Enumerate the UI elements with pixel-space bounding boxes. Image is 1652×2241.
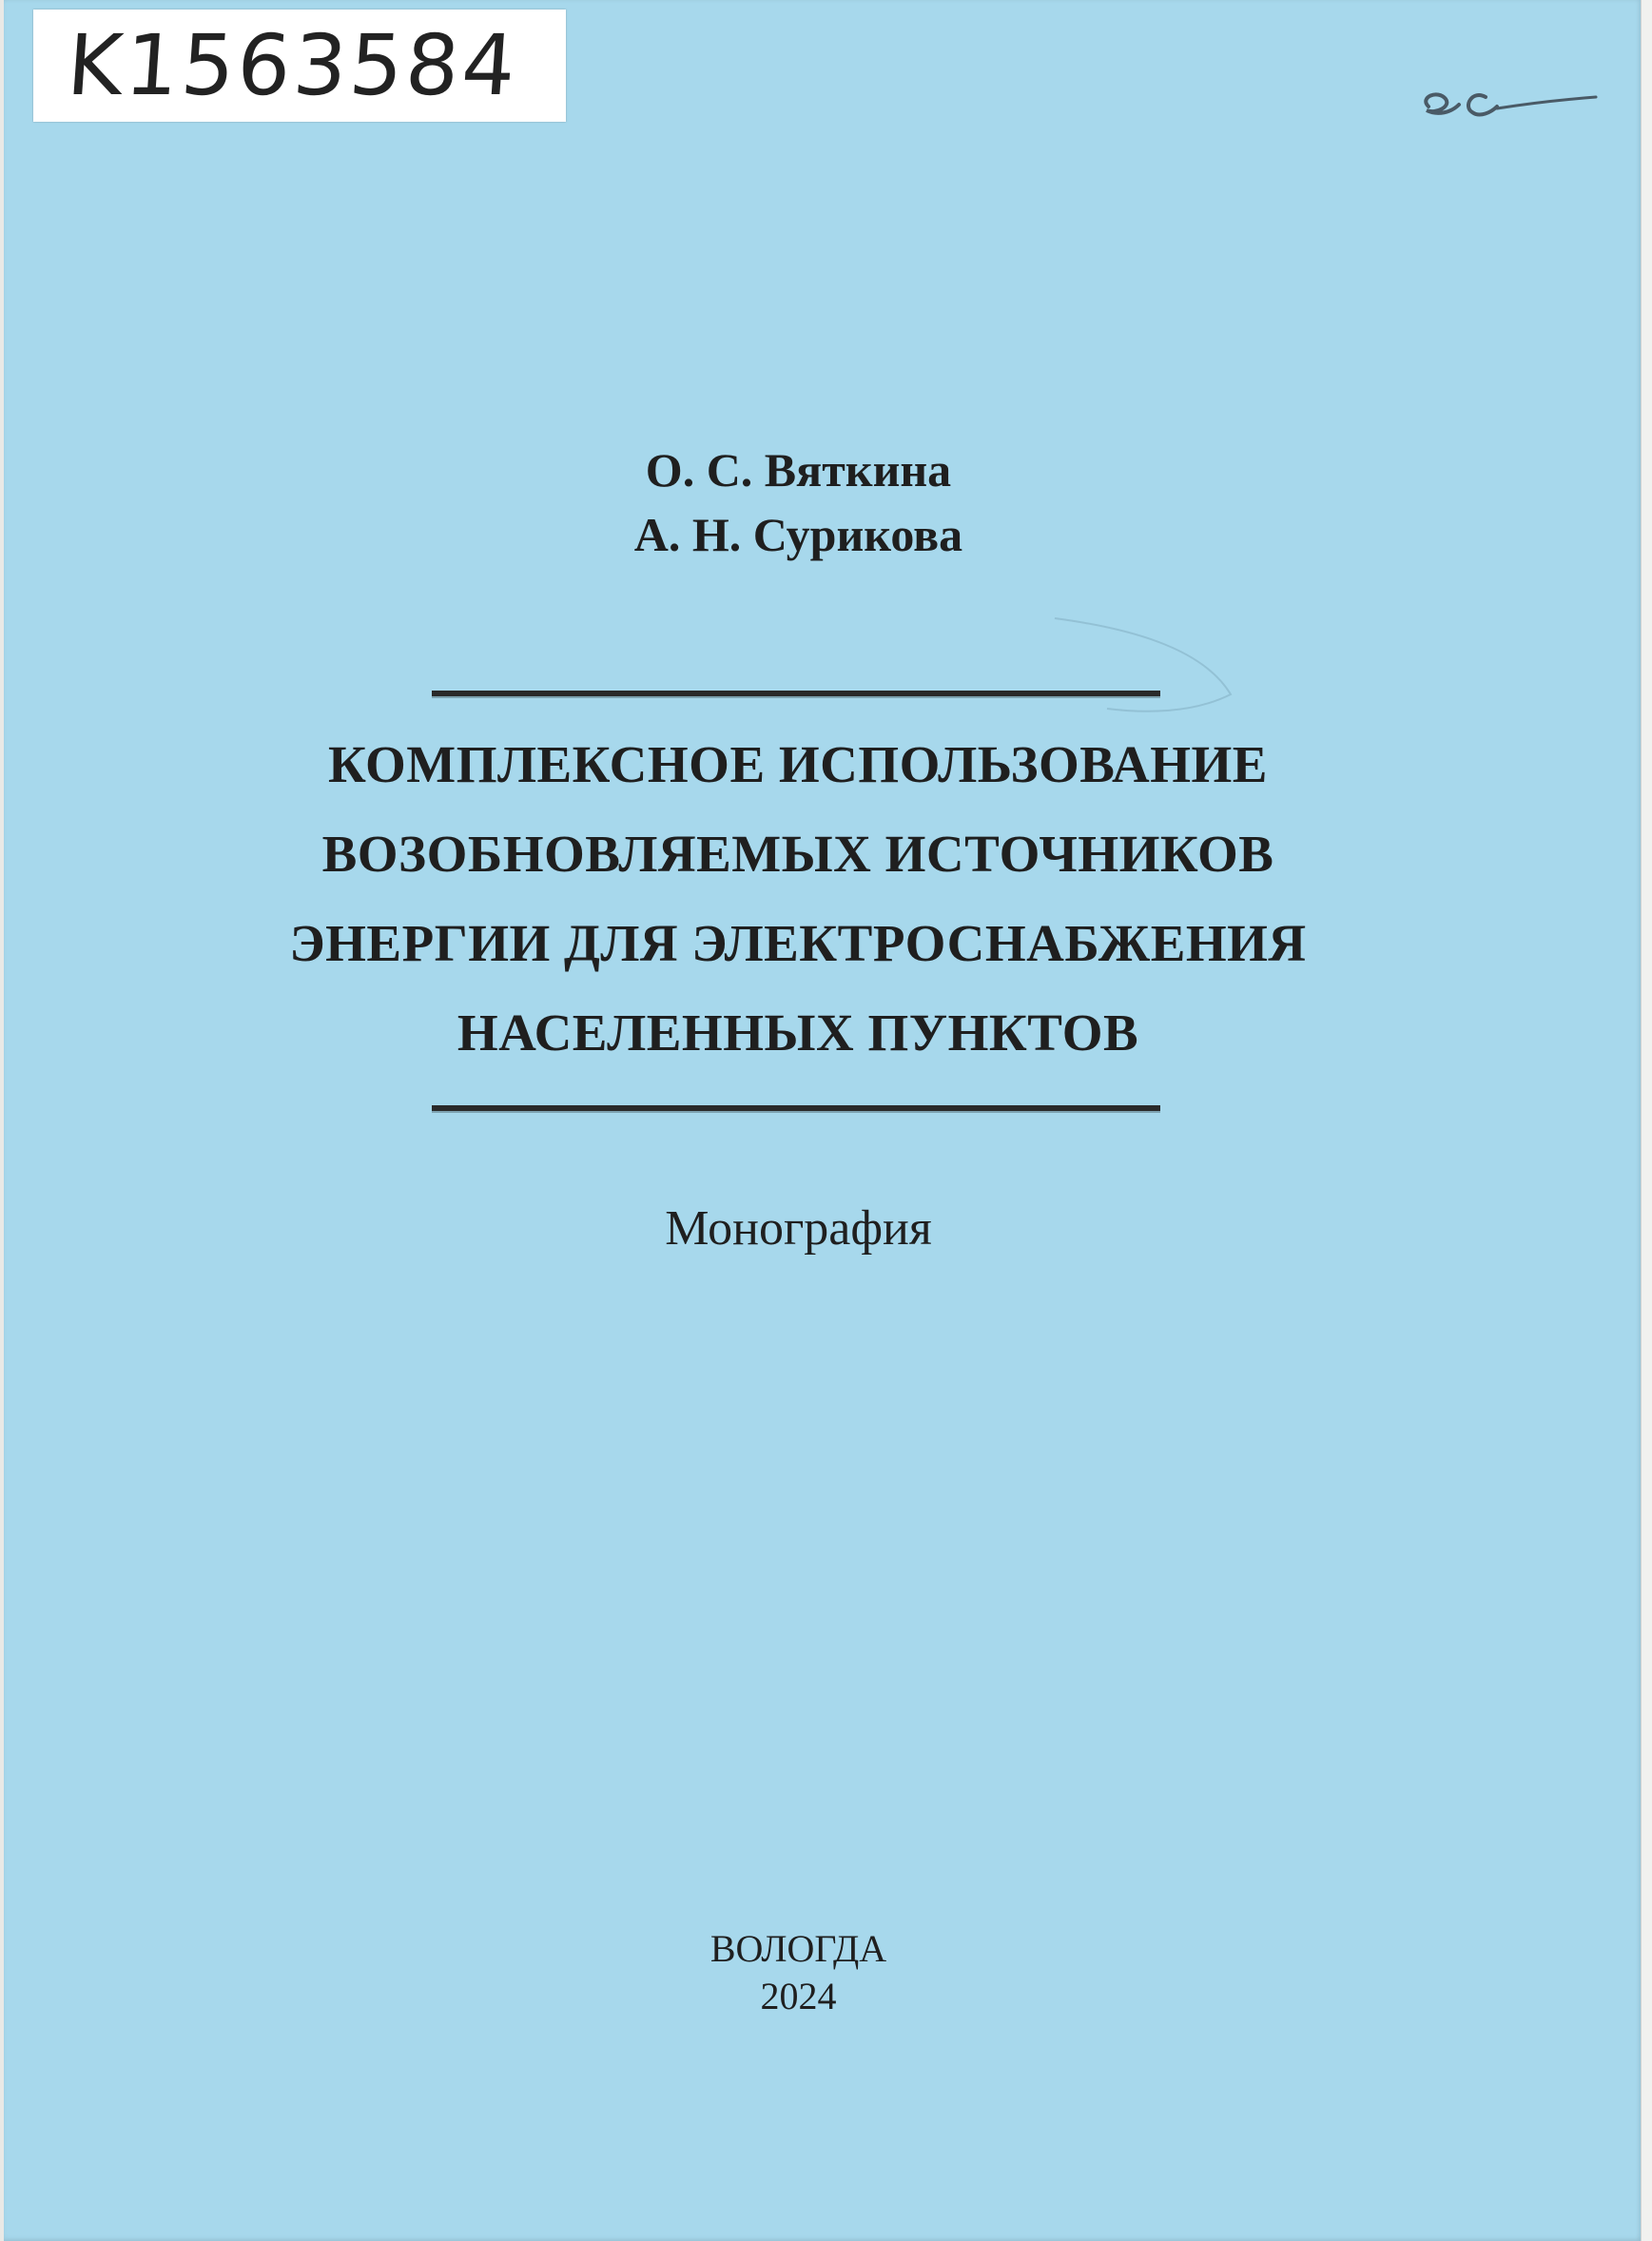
pencil-annotation-oc [1409,68,1600,135]
author-name: А. Н. Сурикова [633,508,963,561]
title-line: ВОЗОБНОВЛЯЕМЫХ ИСТОЧНИКОВ [321,825,1274,883]
title-line: НАСЕЛЕННЫХ ПУНКТОВ [457,1004,1139,1062]
author-name: О. С. Вяткина [645,443,952,497]
book-cover [4,0,1642,2241]
imprint-year: 2024 [760,1975,837,2017]
title-line: КОМПЛЕКСНОЕ ИСПОЛЬЗОВАНИЕ [328,735,1268,793]
title-line: ЭНЕРГИИ ДЛЯ ЭЛЕКТРОСНАБЖЕНИЯ [289,914,1307,972]
title-bottom-rule [432,1105,1160,1111]
call-number-text: K1563584 [64,16,522,114]
imprint-city: ВОЛОГДА [709,1927,887,1970]
library-call-number-sticker [33,10,566,122]
publication-genre: Монография [665,1201,932,1256]
page-edge [1641,0,1652,2241]
paper-crease [1050,609,1240,723]
title-top-rule [432,691,1160,696]
